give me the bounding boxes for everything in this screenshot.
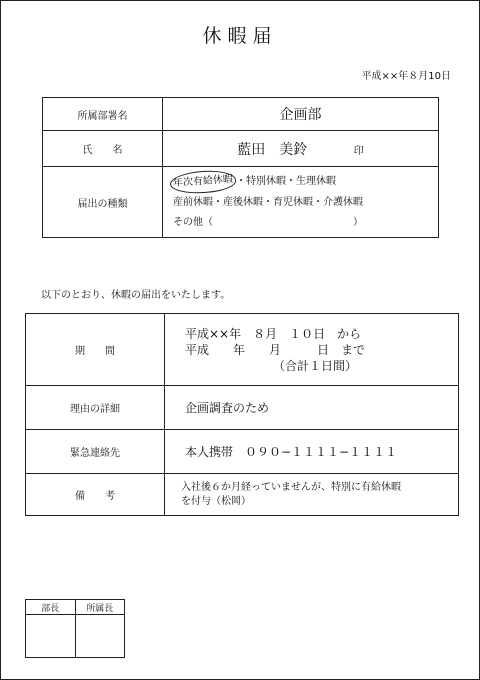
dept-label: 所属部署名 — [43, 98, 163, 131]
type-line-2: 産前休暇・産後休暇・育児休暇・介護休暇 — [173, 197, 363, 208]
approval-table — [25, 599, 125, 658]
remarks-label: 備 考 — [26, 474, 165, 516]
contact-label: 緊急連絡先 — [26, 430, 165, 474]
dept-value: 企画部 — [163, 98, 439, 131]
period-end: 平成 年 月 日 まで — [185, 342, 366, 357]
form-date: 平成××年８月10日 — [361, 71, 451, 82]
type-line-1 — [173, 171, 428, 193]
name-value: 藍田 美鈴 — [237, 141, 308, 158]
type-options — [163, 167, 439, 238]
approval-header-manager: 部長 — [26, 600, 76, 615]
form-title: 休暇届 — [202, 25, 278, 47]
type-selected-circled: 年次有給休暇 — [169, 169, 236, 196]
period-cell — [165, 314, 459, 386]
contact-value: 本人携帯 ０９０−１１１１−１１１１ — [165, 430, 459, 474]
period-total: （合計１日間） — [273, 358, 358, 373]
name-cell — [163, 131, 439, 167]
name-label: 氏 名 — [43, 131, 163, 167]
period-start: 平成××年 ８月 １０日 から — [185, 326, 362, 341]
details-table — [25, 313, 459, 516]
type-line-3: その他（ ） — [173, 217, 363, 228]
reason-value: 企画調査のため — [165, 386, 459, 430]
applicant-table — [42, 97, 439, 238]
remarks-cell — [165, 474, 459, 516]
remarks-line-1: 入社後６か月経っていませんが、特別に有給休暇 — [181, 481, 401, 493]
type-line-1-rest: ・特別休暇・生理休暇 — [236, 176, 336, 187]
approval-header-section-chief: 所属長 — [75, 600, 125, 615]
remarks-line-2: を付与（松岡） — [181, 495, 251, 507]
approval-stamp-box-section-chief — [75, 615, 125, 658]
intro-text: 以下のとおり、休暇の届出をいたします。 — [41, 290, 231, 301]
type-label: 届出の種類 — [43, 167, 163, 238]
period-label: 期 間 — [26, 314, 165, 386]
reason-label: 理由の詳細 — [26, 386, 165, 430]
seal-mark: 印 — [353, 145, 364, 157]
approval-stamp-box-manager — [26, 615, 76, 658]
